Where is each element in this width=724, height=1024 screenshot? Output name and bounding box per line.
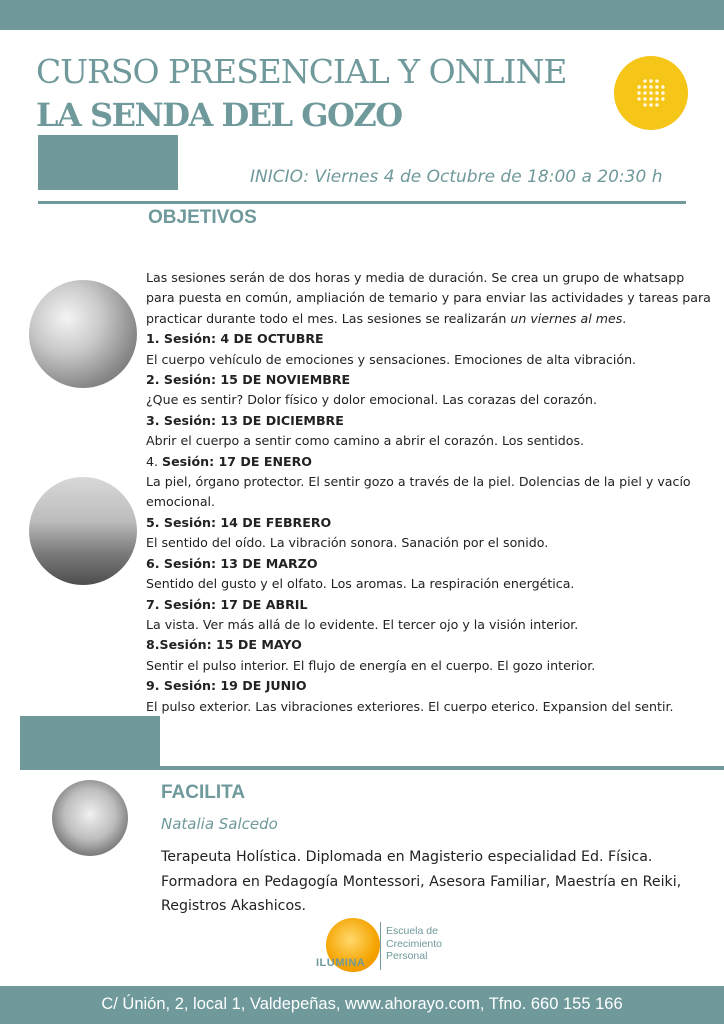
session-heading: 6. Sesión: 13 DE MARZO [146, 555, 318, 571]
logo-text: Escuela de Crecimiento Personal [386, 925, 443, 962]
divider [20, 766, 724, 770]
session-heading: 2. Sesión: 15 DE NOVIEMBRE [146, 372, 351, 388]
top-bar [0, 0, 724, 30]
session-description: ¿Que es sentir? Dolor físico y dolor emocional. Las corazas del corazón. [146, 392, 598, 408]
facilita-heading: FACILITA [161, 782, 246, 803]
session-heading: 9. Sesión: 19 DE JUNIO [146, 678, 307, 694]
objetivos-heading: OBJETIVOS [148, 207, 257, 228]
session-heading: 5. Sesión: 14 DE FEBRERO [146, 514, 332, 530]
session-description: Abrir el cuerpo a sentir como camino a abrir el corazón. Los sentidos. [146, 433, 585, 449]
start-date: INICIO: Viernes 4 de Octubre de 18:00 a 20:30 h [250, 167, 663, 187]
session-description: Sentido del gusto y el olfato. Los aromas. La respiración energética. [146, 576, 575, 592]
session-heading: 1. Sesión: 4 DE OCTUBRE [146, 331, 324, 347]
logo-divider [380, 922, 381, 970]
sun-icon [614, 56, 688, 130]
session-description: La vista. Ver más allá de lo evidente. El tercer ojo y la visión interior. [146, 616, 579, 632]
facilitator-bio: Terapeuta Holística. Diplomada en Magisterio especialidad Ed. Física. Formadora en Pedagogía Montessori, Asesora Familiar, Maestría en Reiki, Registros Akashicos. [161, 849, 682, 914]
footer-bar [0, 986, 724, 1024]
course-title-line2: LA SENDA DEL GOZO [36, 96, 402, 134]
session-heading: 4. Sesión: 17 DE ENERO [146, 453, 312, 469]
session-heading: 7. Sesión: 17 DE ABRIL [146, 596, 308, 612]
objetivos-content [146, 268, 711, 717]
session-description: El cuerpo vehículo de emociones y sensaciones. Emociones de alta vibración. [146, 351, 637, 367]
decorative-block [38, 135, 178, 190]
divider [38, 201, 686, 204]
course-title-line1: CURSO PRESENCIAL Y ONLINE [36, 52, 567, 91]
session-description: La piel, órgano protector. El sentir gozo a través de la piel. Dolencias de la piel y vacío emocional. [146, 474, 691, 510]
bare-feet-grass-photo [29, 477, 137, 585]
woman-silhouette-photo [29, 280, 137, 388]
decorative-block [20, 716, 160, 768]
session-description: El sentido del oído. La vibración sonora. Sanación por el sonido. [146, 535, 549, 551]
facilitator-avatar [52, 780, 128, 856]
session-description: Sentir el pulso interior. El flujo de energía en el cuerpo. El gozo interior. [146, 657, 596, 673]
logo-brand: ILUMINA [316, 957, 366, 969]
session-heading: 3. Sesión: 13 DE DICIEMBRE [146, 412, 344, 428]
facilitator-name: Natalia Salcedo [161, 815, 278, 833]
footer-contact: C/ Únión, 2, local 1, Valdepeñas, www.ahorayo.com, Tfno. 660 155 166 [101, 995, 623, 1013]
intro-paragraph: Las sesiones serán de dos horas y media de duración. Se crea un grupo de whatsapp para puesta en común, ampliación de temario y para enviar las actividades y tareas para practicar durante todo el mes. Las sesiones se realizarán un viernes al mes. [146, 270, 711, 326]
session-description: El pulso exterior. Las vibraciones exteriores. El cuerpo eterico. Expansion del sentir. [146, 698, 674, 714]
session-heading: 8.Sesión: 15 DE MAYO [146, 637, 302, 653]
